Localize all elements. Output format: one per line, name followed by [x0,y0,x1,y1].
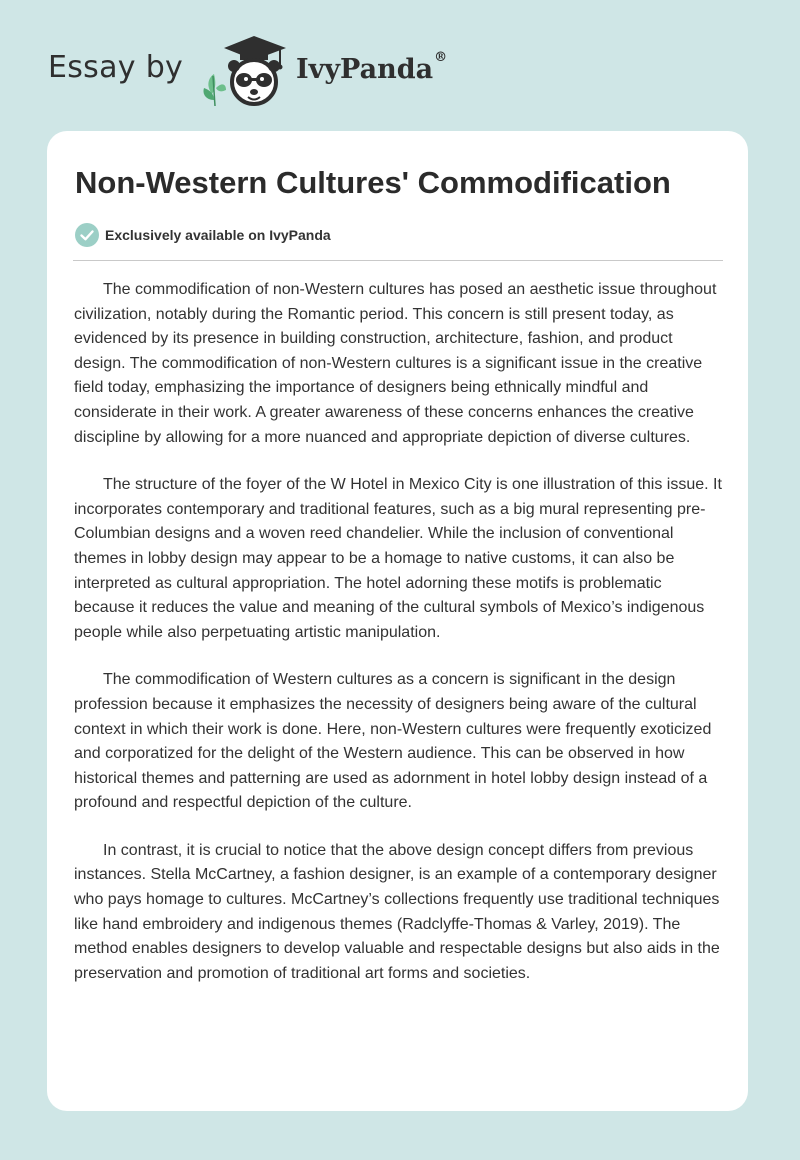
panda-graduate-logo-icon[interactable] [198,36,292,110]
essay-card [47,131,748,1111]
paragraph: The structure of the foyer of the W Hotel in Mexico City is one illustration of this issue. It incorporates contemporary and traditional features, such as a big mural representing pre-Columbian designs and a woven reed chandelier. While the inclusion of conventional themes in lobby design may appear to be a homage to native customs, it can also be interpreted as cultural appropriation. The hotel adorning these motifs is problematic because it reduces the value and meaning of the cultural symbols of Mexico’s indigenous people while also perpetuating artistic manipulation. [74,476,722,641]
divider [73,260,723,261]
exclusive-badge [75,223,331,247]
registered-mark: ® [434,50,448,65]
page-title: Non-Western Cultures' Commodification [75,165,671,200]
paragraph: The commodification of Western cultures as a concern is significant in the design profession because it emphasizes the necessity of designers being aware of the cultural context in which their work is done. Here, non-Western cultures were frequently exoticized and corporatized for the delight of the Western audience. This can be observed in how historical themes and patterning are used as adornment in hotel lobby design instead of a profound and respectful depiction of the culture. [74,671,712,812]
badge-text: Exclusively available on IvyPanda [105,227,331,243]
brand-name[interactable]: IvyPanda® [296,50,448,85]
brand-prefix: Essay by [48,50,184,85]
paragraph: In contrast, it is crucial to notice that the above design concept differs from previous instances. Stella McCartney, a fashion designer, is an example of a contemporary designer who pays homage to cultures. McCartney’s collections frequently use traditional techniques like hand embroidery and indigenous themes (Radclyffe-Thomas & Varley, 2019). The method enables designers to develop valuable and respectable designs but also aids in the preservation and promotion of traditional art forms and societies. [74,841,720,982]
essay-body [74,278,726,1009]
paragraph: The commodification of non-Western cultures has posed an aesthetic issue throughout civilization, notably during the Romantic period. This concern is still present today, as evidenced by its presence in building construction, architecture, fashion, and product design. The commodification of non-Western cultures is a significant issue in the creative field today, emphasizing the importance of designers being ethnically mindful and considerate in their work. A greater awareness of these concerns enhances the creative discipline by allowing for a more nuanced and appropriate depiction of diverse cultures. [74,281,717,446]
check-circle-icon [75,223,99,247]
site-header [0,0,800,130]
